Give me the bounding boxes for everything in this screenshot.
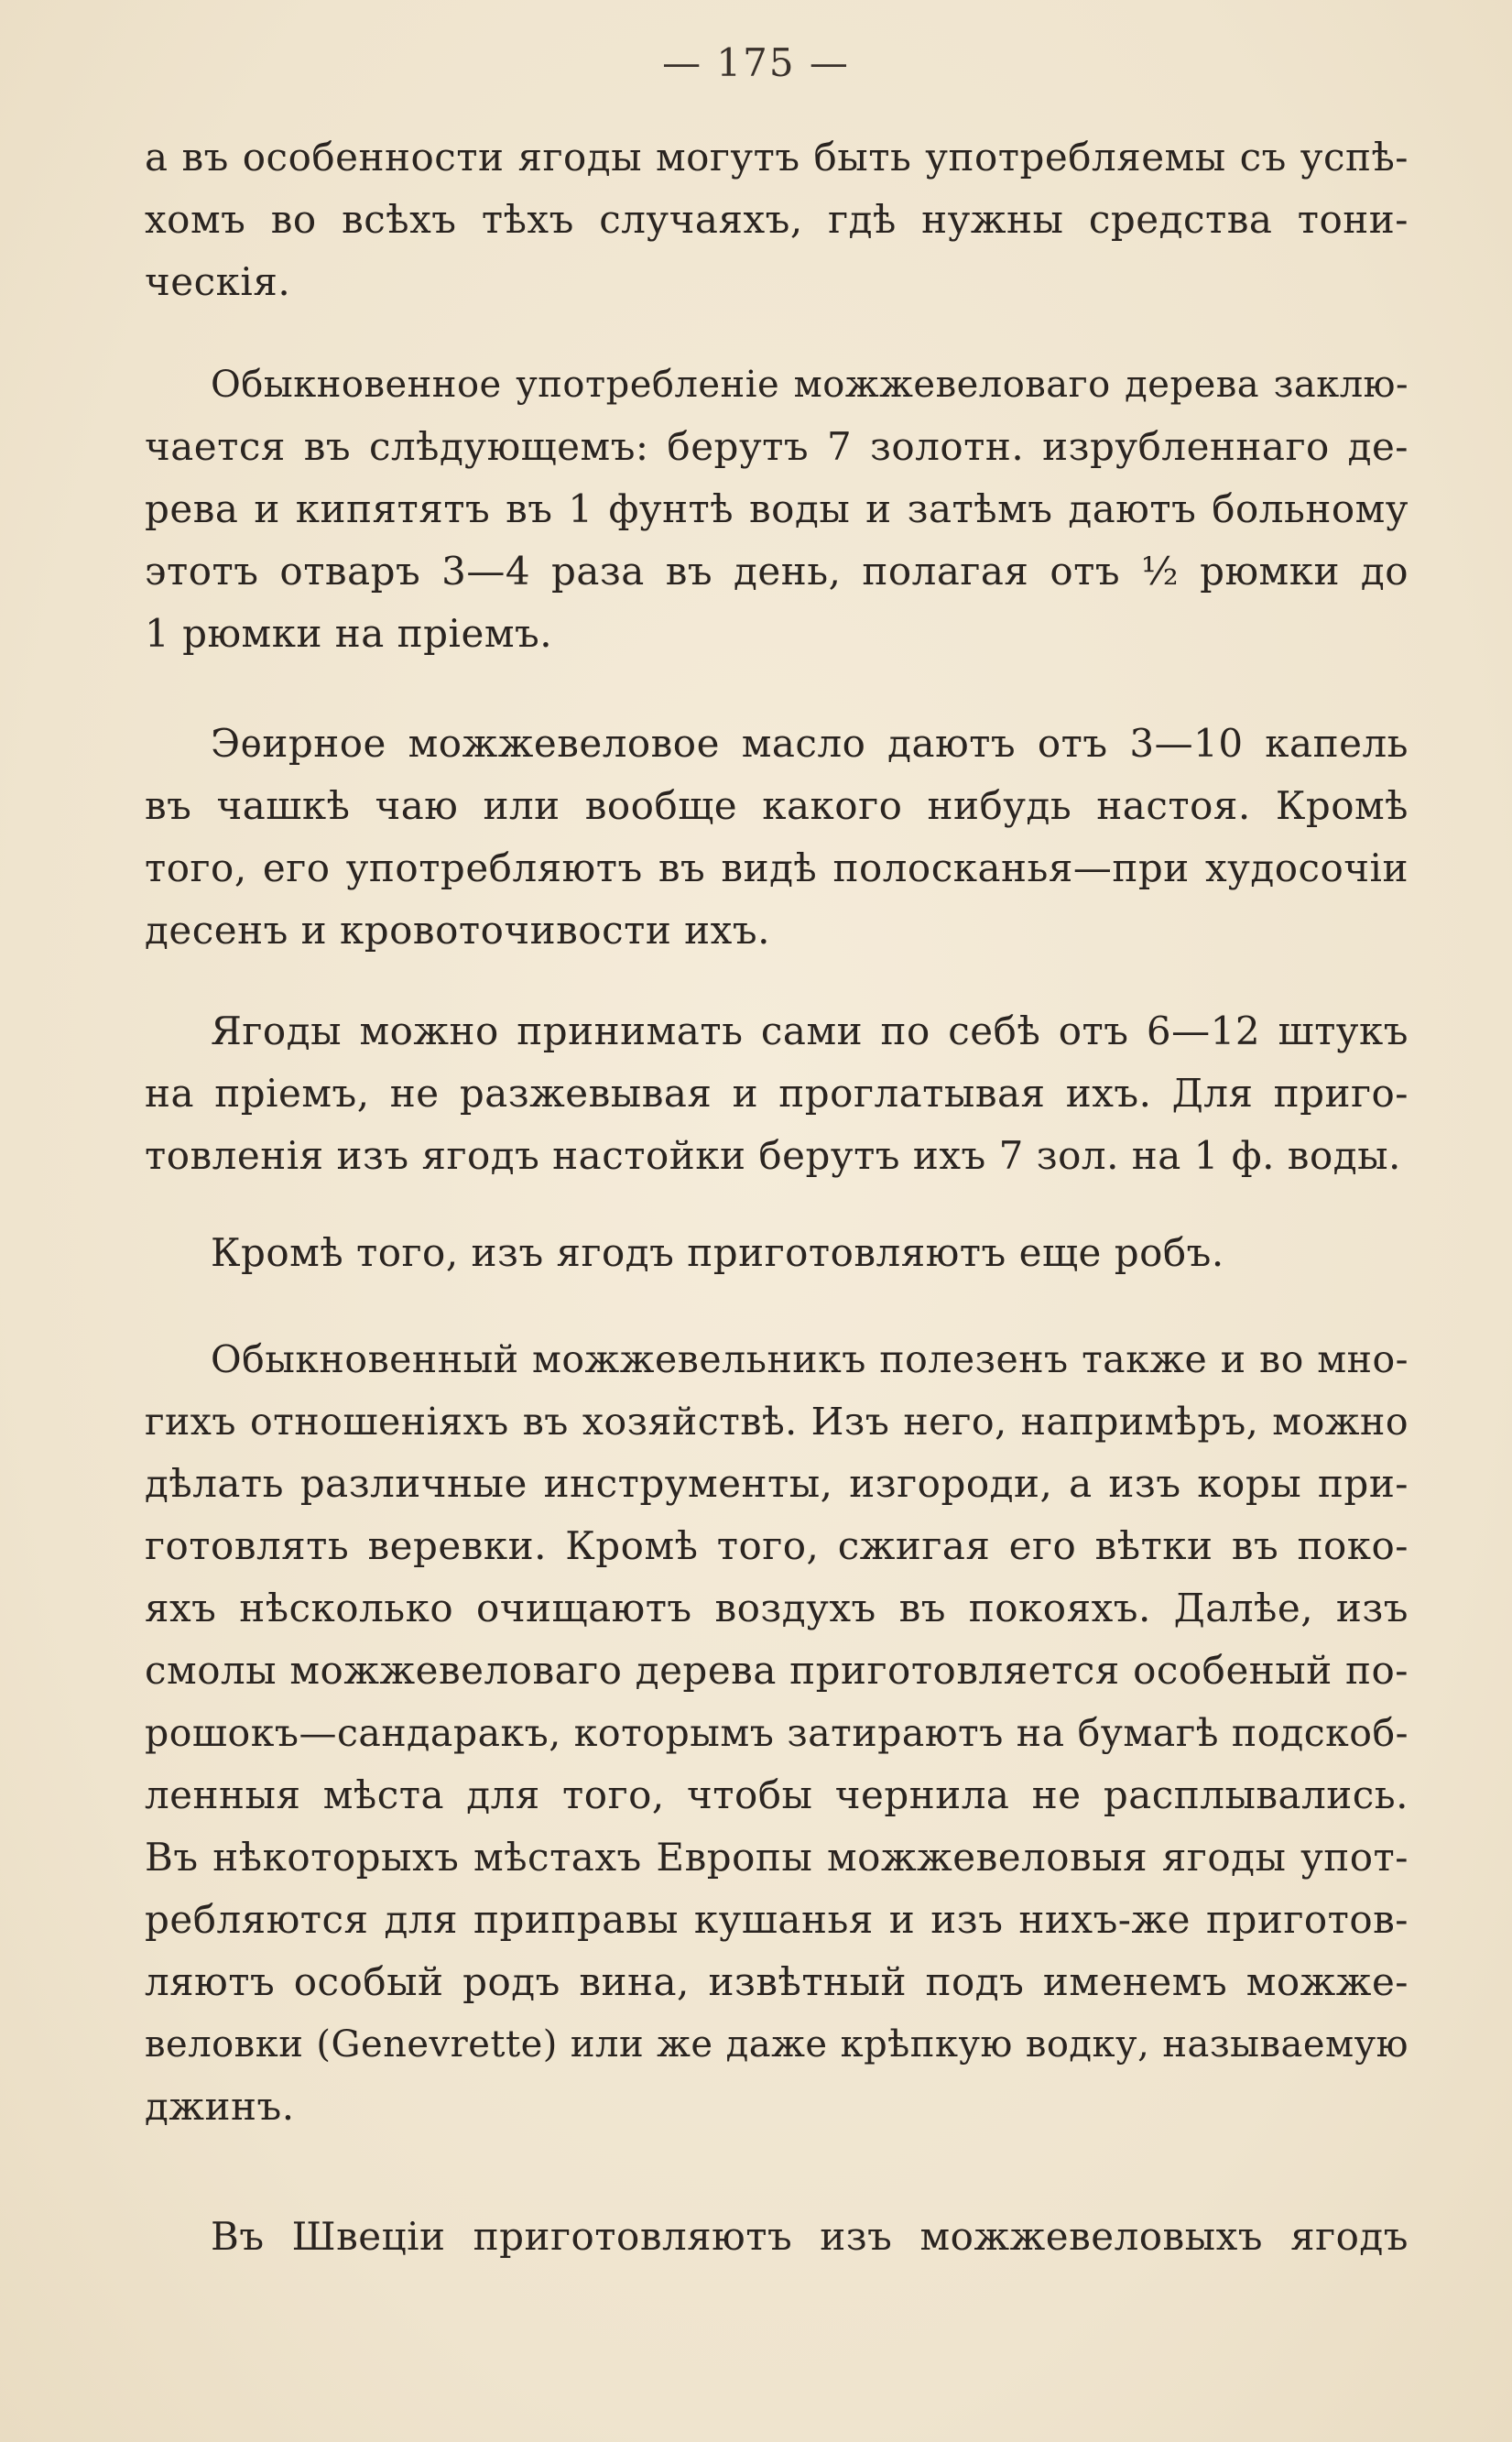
text-line: ляютъ особый родъ вина, извѣтный подъ именемъ можже- [145, 1959, 1409, 2004]
text-line: десенъ и кровоточивости ихъ. [145, 908, 770, 953]
text-line: готовлять веревки. Кромѣ того, сжигая его вѣтки въ поко- [145, 1523, 1409, 1568]
text-line: рошокъ—сандаракъ, которымъ затираютъ на бумагѣ подскоб- [145, 1711, 1409, 1755]
text-line: ребляются для приправы кушанья и изъ нихъ-же приготов- [145, 1897, 1409, 1942]
text-line: ленныя мѣста для того, чтобы чернила не расплывались. [145, 1772, 1409, 1817]
paragraph-2 [145, 354, 1409, 665]
text-line: Кромѣ того, изъ ягодъ приготовляютъ еще робъ. [211, 1230, 1224, 1275]
paragraph-1 [145, 126, 1409, 313]
paragraph-5 [145, 1222, 1409, 1284]
text-line: Обыкновенное употребленіе можжевеловаго дерева заклю- [211, 364, 1409, 406]
text-line: яхъ нѣсколько очищаютъ воздухъ въ покояхъ. Далѣе, изъ [145, 1586, 1409, 1630]
text-line: хомъ во всѣхъ тѣхъ случаяхъ, гдѣ нужны средства тони- [145, 197, 1409, 242]
text-line: рева и кипятятъ въ 1 фунтѣ воды и затѣмъ даютъ больному [145, 486, 1409, 531]
page-number: — 175 — [662, 40, 850, 85]
paragraph-4 [145, 1000, 1409, 1187]
text-line: смолы можжевеловаго дерева приготовляется особеный по- [145, 1648, 1409, 1693]
text-line: того, его употребляютъ въ видѣ полосканья—при худосочіи [145, 845, 1409, 890]
paragraph-3 [145, 713, 1409, 962]
text-line: Въ Швеціи приготовляютъ изъ можжевеловыхъ ягодъ [211, 2214, 1409, 2259]
paragraph-6 [145, 1328, 1409, 2138]
text-line: джинъ. [145, 2084, 295, 2129]
text-line: чается въ слѣдующемъ: берутъ 7 золотн. изрубленнаго де- [145, 424, 1409, 469]
text-line: веловки (Genevrette) или же даже крѣпкую водку, называемую [145, 2023, 1409, 2066]
text-line: товленія изъ ягодъ настойки берутъ ихъ 7 зол. на 1 ф. воды. [145, 1133, 1401, 1178]
text-line: этотъ отваръ 3—4 раза въ день, полагая отъ ½ рюмки до [145, 549, 1409, 594]
text-line: на пріемъ, не разжевывая и проглатывая ихъ. Для приго- [145, 1071, 1409, 1116]
text-line: дѣлать различные инструменты, изгороди, а изъ коры при- [145, 1461, 1409, 1506]
text-line: Обыкновенный можжевельникъ полезенъ также и во мно- [211, 1337, 1409, 1381]
text-line: Ягоды можно принимать сами по себѣ отъ 6—12 штукъ [211, 1008, 1409, 1053]
text-line: въ чашкѣ чаю или вообще какого нибудь настоя. Кромѣ [145, 783, 1409, 828]
text-line: а въ особенности ягоды могутъ быть употребляемы съ успѣ- [145, 135, 1409, 180]
text-line: гихъ отношеніяхъ въ хозяйствѣ. Изъ него, напримѣръ, можно [145, 1400, 1409, 1444]
text-line: ческія. [145, 259, 291, 304]
text-line: Въ нѣкоторыхъ мѣстахъ Европы можжевеловыя ягоды упот- [145, 1835, 1409, 1880]
text-line: Эѳирное можжевеловое масло даютъ отъ 3—10 капель [211, 721, 1409, 766]
paragraph-7 [145, 2206, 1409, 2268]
text-line: 1 рюмки на пріемъ. [145, 611, 553, 656]
